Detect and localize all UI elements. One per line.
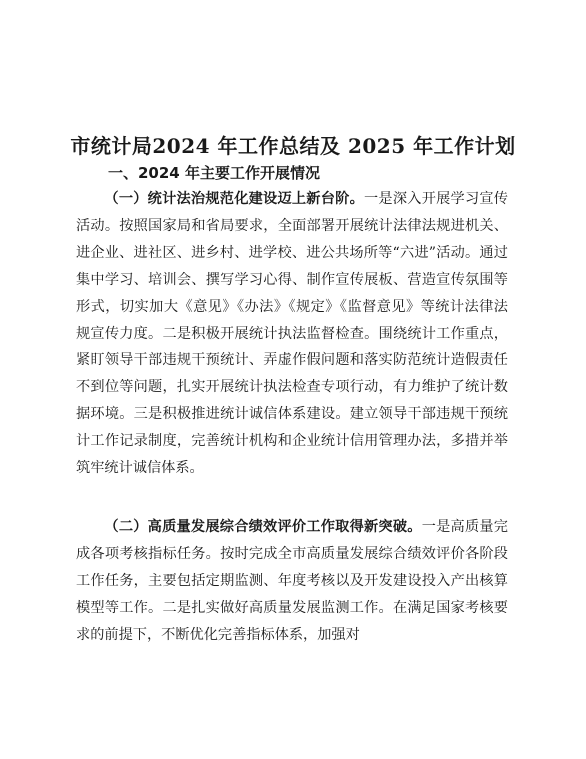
section-heading: 一、2024 年主要工作开展情况: [108, 164, 320, 182]
paragraph-1-lead: （一）统计法治规范化建设迈上新台阶。: [104, 191, 364, 207]
paragraph-2-lead: （二）高质量发展综合绩效评价工作取得新突破。: [104, 519, 422, 535]
paragraph-1: [76, 186, 508, 482]
paragraph-2: [76, 514, 508, 649]
document-title: 市统计局2024 年工作总结及 2025 年工作计划: [70, 134, 516, 158]
paragraph-2-body: 一是高质量完成各项考核指标任务。按时完成全市高质量发展综合绩效评价各阶段工作任务，主要包括定期监测、年度考核以及开发建设投入产出核算模型等工作。二是扎实做好高质量发展监测工作。在满足国家考核要求的前提下，不断优化完善指标体系，加强对: [76, 519, 508, 643]
paragraph-1-body: 一是深入开展学习宣传活动。按照国家局和省局要求，全面部署开展统计法律法规进机关、进企业、进社区、进乡村、进学校、进公共场所等“六进”活动。通过集中学习、培训会、撰写学习心得、制作宣传展板、营造宣传氛围等形式，切实加大《意见》《办法》《规定》《监督意见》等统计法律法规宣传力度。二是积极开展统计执法监督检查。围绕统计工作重点，紧盯领导干部违规干预统计、弄虚作假问题和落实防范统计造假责任不到位等问题，扎实开展统计执法检查专项行动，有力维护了统计数据环境。三是积极推进统计诚信体系建设。建立领导干部违规干预统计工作记录制度，完善统计机构和企业统计信用管理办法，多措并举筑牢统计诚信体系。: [76, 191, 508, 477]
